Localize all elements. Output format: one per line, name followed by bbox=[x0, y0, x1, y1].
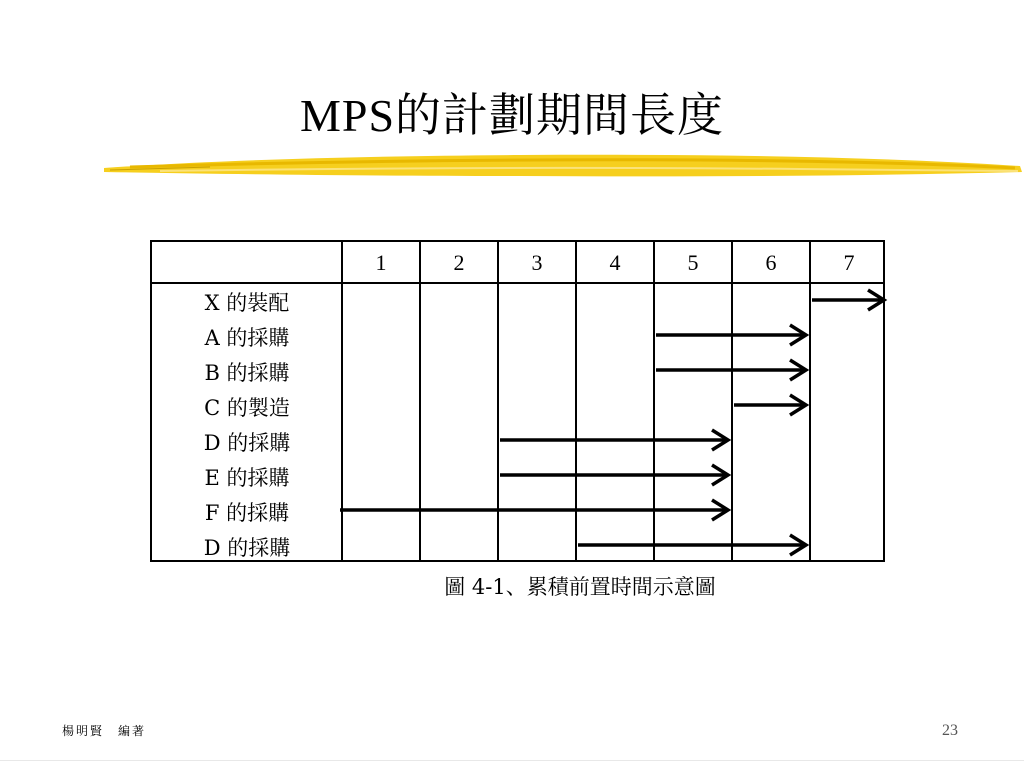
column-divider bbox=[731, 242, 733, 560]
period-header: 2 bbox=[453, 250, 465, 275]
column-divider bbox=[497, 242, 499, 560]
task-label: D 的採購 bbox=[203, 535, 291, 560]
figure-caption: 圖 4-1、累積前置時間示意圖 bbox=[444, 575, 716, 599]
task-label: X 的裝配 bbox=[204, 290, 290, 315]
period-header: 3 bbox=[531, 250, 543, 275]
column-divider bbox=[809, 242, 811, 560]
task-label: F 的採購 bbox=[204, 500, 290, 525]
task-label: A 的採購 bbox=[204, 325, 290, 350]
column-divider bbox=[419, 242, 421, 560]
period-header: 7 bbox=[843, 250, 855, 275]
lead-time-grid bbox=[150, 240, 885, 562]
period-header: 1 bbox=[375, 250, 387, 275]
footer-divider bbox=[0, 760, 1024, 761]
task-label: C 的製造 bbox=[204, 395, 290, 420]
author-credit: 楊明賢 編著 bbox=[62, 724, 147, 738]
task-label: D 的採購 bbox=[203, 430, 291, 455]
title-underline-brush bbox=[100, 146, 1024, 186]
column-divider bbox=[653, 242, 655, 560]
slide-title: MPS的計劃期間長度 bbox=[299, 90, 725, 141]
period-header: 6 bbox=[765, 250, 777, 275]
page-number: 23 bbox=[942, 722, 958, 739]
column-divider bbox=[575, 242, 577, 560]
period-header: 4 bbox=[609, 250, 621, 275]
period-header: 5 bbox=[687, 250, 699, 275]
task-label: E 的採購 bbox=[204, 465, 290, 490]
task-label: B 的採購 bbox=[204, 360, 290, 385]
